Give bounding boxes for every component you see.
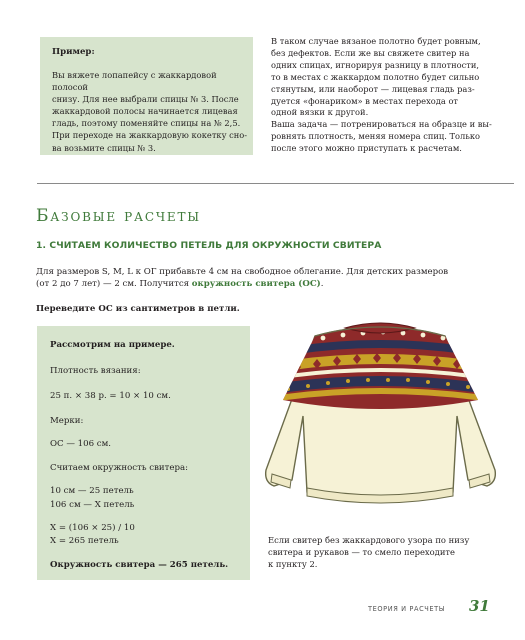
ratio-line-2: 106 см — Х петель — [50, 500, 135, 510]
intro-paragraph — [36, 266, 476, 290]
paragraph-line: одних спицах, игнорируя разницу в плотности, — [271, 59, 480, 70]
intro-line-2-suffix: . — [320, 279, 324, 290]
section-title: Базовые расчеты — [36, 206, 201, 226]
footer-section-label: ТЕОРИЯ И РАСЧЕТЫ — [368, 605, 446, 613]
instruction-text: Переведите ОС из сантиметров в петли. — [36, 304, 240, 314]
paragraph-line: ровнять плотность, меняя номера спиц. Только — [271, 131, 481, 142]
sweater-illustration — [263, 322, 498, 522]
example-box — [40, 37, 253, 155]
formula-line-2: X = 265 петель — [50, 536, 119, 546]
caption-line: свитера и рукавов — то смело переходите — [268, 547, 455, 557]
page-number: 31 — [469, 597, 490, 615]
example-box-line: гладь, поэтому поменяйте спицы на № 2,5. — [52, 118, 241, 129]
caption-line: к пункту 2. — [268, 559, 318, 569]
right-column-text — [271, 36, 493, 155]
example-box-line: При переходе на жаккардовую кокетку сно- — [52, 130, 248, 141]
example-box-line: Вы вяжете лопапейсу с жаккардовой полосой — [52, 70, 217, 93]
measures-label: Мерки: — [50, 416, 84, 426]
paragraph-line: одной вязки к другой. — [271, 107, 369, 118]
calc-result: Окружность свитера — 265 петель. — [50, 560, 229, 570]
os-value: ОС — 106 см. — [50, 439, 112, 449]
caption-line: Если свитер без жаккардового узора по низу — [268, 535, 470, 545]
paragraph-line: В таком случае вязаное полотно будет ровным, — [271, 36, 481, 46]
paragraph-line: без дефектов. Если же вы свяжете свитер на — [271, 47, 470, 58]
section-divider — [37, 183, 514, 184]
intro-line-1: Для размеров S, M, L к ОГ прибавьте 4 см на свободное облегание. Для детских размеров — [36, 267, 449, 277]
intro-line-2-prefix: (от 2 до 7 лет) — 2 см. Получится — [36, 279, 192, 290]
example-box-title: Пример: — [52, 47, 95, 57]
ratio-line-1: 10 см — 25 петель — [50, 486, 134, 496]
paragraph-line: стянутым, или наоборот — лицевая гладь раз- — [271, 83, 475, 94]
paragraph-line: то в местах с жаккардом полотно будет сильно — [271, 71, 480, 82]
illustration-caption — [268, 534, 498, 570]
density-label: Плотность вязания: — [50, 366, 141, 376]
subheading: 1. СЧИТАЕМ КОЛИЧЕСТВО ПЕТЕЛЬ ДЛЯ ОКРУЖНОСТИ СВИТЕРА — [36, 240, 382, 251]
paragraph-line: после этого можно приступать к расчетам. — [271, 143, 462, 154]
example-box-line: ва возьмите спицы № 3. — [52, 142, 156, 153]
example-box-body — [52, 69, 252, 154]
density-value: 25 п. × 38 р. = 10 × 10 см. — [50, 391, 171, 401]
example-box-line: снизу. Для нее выбрали спицы № 3. После — [52, 94, 239, 105]
count-label: Считаем окружность свитера: — [50, 463, 188, 473]
paragraph-line: дуется «фонариком» в местах перехода от — [271, 95, 459, 106]
formula-line-1: X = (106 × 25) / 10 — [50, 523, 135, 533]
sweater-circumference-term: окружность свитера (ОС) — [191, 279, 321, 290]
example-box-line: жаккардовой полосы начинается лицевая — [52, 106, 238, 117]
calculation-box — [37, 326, 250, 580]
calc-title: Рассмотрим на примере. — [50, 340, 175, 350]
paragraph-line: Ваша задача — потренироваться на образце и вы- — [271, 119, 492, 130]
intro-line-2 — [36, 278, 476, 290]
